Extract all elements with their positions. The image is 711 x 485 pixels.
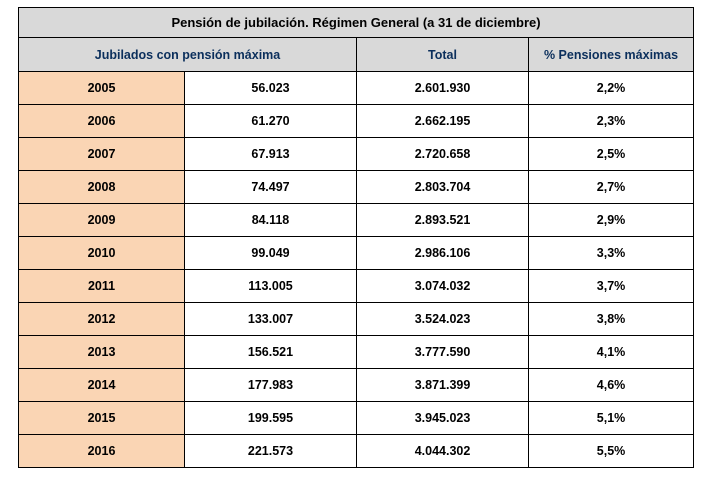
table-row — [19, 237, 694, 270]
row-pct: 4,1% — [529, 336, 694, 369]
row-max: 156.521 — [185, 336, 357, 369]
row-pct: 2,3% — [529, 105, 694, 138]
row-year: 2005 — [19, 72, 185, 105]
row-max: 113.005 — [185, 270, 357, 303]
row-total: 3.871.399 — [357, 369, 529, 402]
table-header-row — [19, 38, 694, 72]
row-year: 2015 — [19, 402, 185, 435]
row-max: 177.983 — [185, 369, 357, 402]
row-pct: 4,6% — [529, 369, 694, 402]
row-year: 2007 — [19, 138, 185, 171]
row-pct: 3,7% — [529, 270, 694, 303]
row-total: 3.524.023 — [357, 303, 529, 336]
row-pct: 5,1% — [529, 402, 694, 435]
table-row — [19, 72, 694, 105]
row-total: 3.945.023 — [357, 402, 529, 435]
row-pct: 2,2% — [529, 72, 694, 105]
row-max: 74.497 — [185, 171, 357, 204]
row-total: 2.893.521 — [357, 204, 529, 237]
row-total: 2.662.195 — [357, 105, 529, 138]
row-year: 2013 — [19, 336, 185, 369]
row-max: 61.270 — [185, 105, 357, 138]
table-row — [19, 270, 694, 303]
row-year: 2009 — [19, 204, 185, 237]
table-row — [19, 204, 694, 237]
row-max: 67.913 — [185, 138, 357, 171]
table-row — [19, 171, 694, 204]
column-header-porcentaje: % Pensiones máximas — [529, 38, 694, 72]
row-total: 2.803.704 — [357, 171, 529, 204]
row-max: 133.007 — [185, 303, 357, 336]
row-year: 2006 — [19, 105, 185, 138]
row-max: 56.023 — [185, 72, 357, 105]
row-total: 3.074.032 — [357, 270, 529, 303]
column-header-total: Total — [357, 38, 529, 72]
row-max: 199.595 — [185, 402, 357, 435]
column-header-pension-maxima: Jubilados con pensión máxima — [19, 38, 357, 72]
table-title-row — [19, 8, 694, 38]
row-total: 4.044.302 — [357, 435, 529, 468]
row-total: 2.720.658 — [357, 138, 529, 171]
row-year: 2008 — [19, 171, 185, 204]
table-title: Pensión de jubilación. Régimen General (a 31 de diciembre) — [19, 8, 694, 38]
row-max: 99.049 — [185, 237, 357, 270]
row-pct: 2,9% — [529, 204, 694, 237]
row-pct: 3,3% — [529, 237, 694, 270]
row-total: 2.986.106 — [357, 237, 529, 270]
table-row — [19, 435, 694, 468]
row-year: 2012 — [19, 303, 185, 336]
row-pct: 3,8% — [529, 303, 694, 336]
row-pct: 2,5% — [529, 138, 694, 171]
table-row — [19, 369, 694, 402]
row-max: 84.118 — [185, 204, 357, 237]
table-row — [19, 105, 694, 138]
table-row — [19, 402, 694, 435]
row-year: 2011 — [19, 270, 185, 303]
pension-data-table — [18, 7, 694, 468]
table-row — [19, 303, 694, 336]
row-year: 2010 — [19, 237, 185, 270]
row-total: 2.601.930 — [357, 72, 529, 105]
row-pct: 2,7% — [529, 171, 694, 204]
row-total: 3.777.590 — [357, 336, 529, 369]
row-pct: 5,5% — [529, 435, 694, 468]
table-row — [19, 138, 694, 171]
table-row — [19, 336, 694, 369]
row-max: 221.573 — [185, 435, 357, 468]
pension-table-sheet — [0, 7, 711, 485]
row-year: 2016 — [19, 435, 185, 468]
row-year: 2014 — [19, 369, 185, 402]
